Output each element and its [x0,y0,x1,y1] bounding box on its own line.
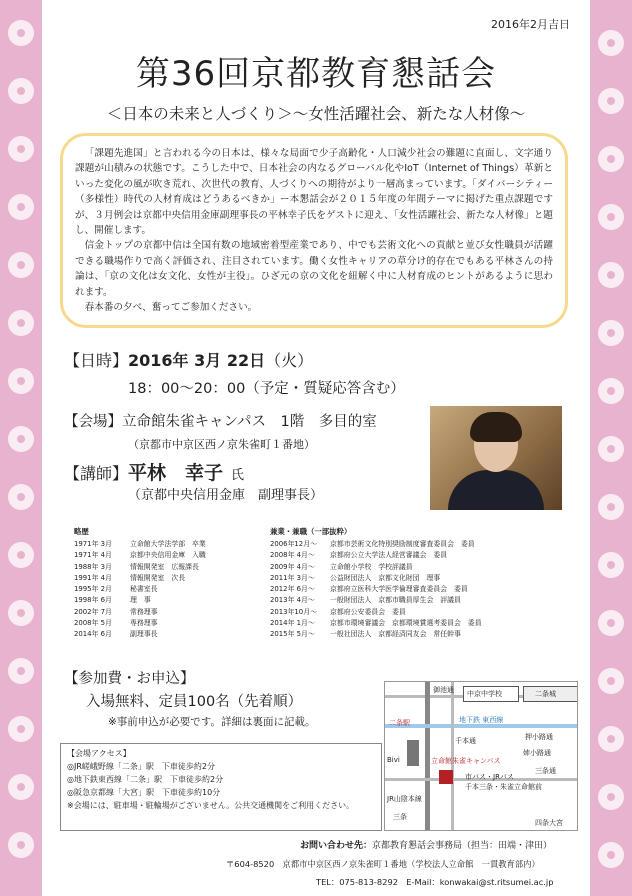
history-date: 2013年 4月～ [270,596,315,605]
history-date: 2013年10月～ [270,607,317,616]
campus-marker [439,770,453,784]
decor-flower [8,774,34,800]
venue-name: 立命館朱雀キャンパス 1階 多目的室 [122,414,377,430]
decor-flower [8,832,34,858]
history-row [270,584,482,595]
history-row [270,629,482,640]
decor-flower [8,426,34,452]
intro-box [60,133,568,328]
lecturer-affiliation: （京都中央信用金庫 副理事長） [128,488,324,503]
lecturer-name: 平林 幸子 [128,462,224,484]
page-subtitle: ＜日本の未来と人づくり＞～女性活躍社会、新たな人材像～ [106,105,526,123]
history-date: 2009年 4月～ [270,562,315,571]
history-row [270,539,482,550]
map-railway [425,682,430,830]
lecturer-photo [430,406,562,510]
venue-label: 【会場】 [64,414,122,430]
map-label: 三条 [393,813,407,821]
access-line: ◎地下鉄東西線「二条」駅 下車徒歩約2分 [67,775,224,784]
decor-flower [598,726,624,752]
fee-info: 入場無料、定員100名（先着順） [86,694,303,710]
issue-date: 2016年2月吉日 [491,18,570,31]
contact-tel-email: TEL：075-813-8292 E-Mail：konwakai@st.ritsumei.ac.jp [316,877,554,887]
contact-address: 〒604-8520 京都市中京区西ノ京朱雀町１番地（学校法人立命館 一貫教育部内） [226,859,540,869]
fee-note: ※事前申込が必要です。詳細は裏面に記載。 [108,716,316,728]
decor-flower [8,716,34,742]
map-label: 四条大宮 [535,819,563,827]
history-row [74,629,206,640]
history-date: 1971年 4月 [74,551,112,560]
access-line: ※会場には、駐車場・駐輪場がございません。公共交通機関をご利用ください。 [67,801,355,810]
decor-flower [598,784,624,810]
history-title: 略歴 [74,527,89,536]
history-entry: 京都中央信用金庫 入職 [130,551,206,560]
history-date: 2002年 7月 [74,607,112,616]
history-entry: 情報開発室 広報課長 [130,562,199,571]
decor-flower [598,146,624,172]
lecturer-honorific: 氏 [231,468,245,483]
map-label: 姉小路通 [523,749,551,757]
history-row [270,607,482,618]
contact-org: 京都教育懇話会事務局（担当：田端・津田） [372,841,553,851]
map-label: JR山陰本線 [387,795,422,803]
lecturer-label: 【講師】 [64,464,129,483]
fee-heading: 【参加費・お申込】 [64,671,195,687]
decor-flower [598,204,624,230]
contact-label: お問い合わせ先： [300,841,373,851]
history-entry: 立命館大学法学部 卒業 [130,540,206,548]
history-date: 2011年 3月～ [270,573,315,582]
history-entry: 京都府公安委員会 委員 [330,607,406,616]
decor-flower [8,252,34,278]
intro-paragraph-3: 春本番の夕べ、奮ってご参加ください。 [84,302,258,314]
history-date: 1988年 3月 [74,562,112,571]
decor-flower [8,368,34,394]
event-weekday: （火） [265,351,314,370]
history-date: 2008年 4月～ [270,551,315,560]
decor-flower [8,542,34,568]
posts-list [270,539,482,641]
decor-flower [8,310,34,336]
map-label: 地下鉄 東西線 [459,716,504,724]
history-date: 2015年 5月～ [270,630,315,639]
map-label: 押小路通 [525,733,553,741]
history-row [74,584,206,595]
history-date: 1971年 3月 [74,540,112,548]
page-title: 第36回京都教育懇話会 [135,54,497,94]
history-entry: 京都府公立大学法人経営審議会 委員 [330,551,448,560]
datetime-line [64,348,313,371]
venue-address: （京都市中京区西ノ京朱雀町１番地） [128,438,315,451]
decor-flower [8,20,34,46]
map-label: 立命館朱雀キャンパス [431,757,501,765]
history-row [270,618,482,629]
decor-flower [598,842,624,868]
decor-flower [598,668,624,694]
decor-flower [8,600,34,626]
history-date: 1998年 6月 [74,596,112,605]
history-entry: 理 事 [130,596,151,605]
history-row [74,550,206,561]
history-date: 1991年 4月 [74,573,112,582]
history-date: 1995年 2月 [74,585,112,594]
decor-flower [598,262,624,288]
posts-title: 兼業・兼職（一部抜粋） [270,527,352,536]
event-date: 2016年 3月 22日 [128,351,266,370]
decor-flower [598,378,624,404]
history-entry: 公益財団法人 京都文化財団 理事 [330,573,441,582]
access-title: 【会場アクセス】 [67,749,131,758]
lecturer-line [64,458,244,485]
history-entry: 情報開発室 次長 [130,573,186,582]
decor-flower [8,136,34,162]
map-label: 市バス・JRバス [465,773,514,781]
datetime-label: 【日時】 [64,351,129,370]
history-entry: 一般財団法人 京都市職員厚生会 評議員 [330,596,461,605]
history-entry: 京都府立医科大学医学倫理審査委員会 委員 [330,585,468,594]
history-row [74,618,206,629]
history-list [74,539,206,641]
history-entry: 専務理事 [130,619,158,628]
decor-flower [598,494,624,520]
event-time: 18：00～20：00（予定・質疑応答含む） [128,381,405,397]
history-row [270,573,482,584]
access-line: ◎阪急京都線「大宮」駅 下車徒歩約10分 [67,788,221,797]
decor-flower [8,658,34,684]
decor-flower [8,194,34,220]
access-map [384,681,578,831]
history-date: 2014年 1月～ [270,619,315,628]
history-date: 2008年 5月 [74,619,112,628]
history-entry: 常務理事 [130,607,158,616]
map-label: 中京中学校 [467,690,502,698]
history-entry: 秘書室長 [130,585,158,594]
access-box [60,743,382,831]
intro-paragraph-1: 「課題先進国」と言われる今の日本は、様々な局面で少子高齢化・人口減少社会の難題に直面し、文字通り課題が山積みの状態です。こうした中で、日本社会の内なるグローバル化やIoT（Internet of Things）革新といった変化の風が吹き荒れ、次世代の教育、人づくりへの期待がより一層高まっています。「ダイバーシティー（多様性）時代の人材育成はどうあるべきか」ー本懇話会が２０１５年度の年間テーマに掲げた重点課題ですが、３月例会は京都中央信用金庫副理事長の平林幸子氏をゲストに迎え、「女性活躍社会、新たな人材像」と題し、開催します。 [75,148,553,237]
history-row [270,562,482,573]
history-row [74,539,206,550]
history-date: 2012年 6月～ [270,585,315,594]
venue-line [64,410,377,431]
decor-flower [8,484,34,510]
history-date: 2006年12月～ [270,540,317,548]
history-row [74,562,206,573]
decor-flower [598,552,624,578]
access-line: ◎JR嵯峨野線「二条」駅 下車徒歩約2分 [67,762,215,771]
intro-paragraph-2: 信金トップの京都中信は全国有数の地域密着型産業であり、中でも芸術文化への貢献と並び女性職員が活躍できる職場作りで高く評価され、注目されています。働く女性キャリアの草分け的存在でもある平林さんの持論は、「京の文化は女文化、女性が主役」。ひざ元の京の文化を紐解く中に人材育成のヒントがあるように思われます。 [75,240,553,298]
history-date: 2014年 6月 [74,630,112,639]
history-row [74,573,206,584]
history-row [74,607,206,618]
map-label: 二条城 [535,690,556,698]
map-label: 千本三条・朱雀立命館前 [465,783,542,791]
map-station-box [407,740,419,766]
map-label: 千本通 [455,737,476,745]
history-entry: 京都市環境審議会 京都環境賞選考委員会 委員 [330,619,482,628]
map-label: 御池通 [433,686,454,694]
history-row [74,595,206,606]
history-entry: 立命館小学校 学校評議員 [330,562,413,571]
history-row [270,595,482,606]
map-label: 三条通 [535,767,556,775]
history-entry: 副理事長 [130,630,158,639]
history-row [270,550,482,561]
contact-line [300,838,552,851]
decor-flower [598,320,624,346]
history-entry: 一般社団法人 京都経済同友会 常任幹事 [330,630,461,639]
map-label: Bivi [387,756,400,764]
history-entry: 京都市芸術文化特別奨励制度審査委員会 委員 [330,540,475,548]
decor-flower [598,610,624,636]
decor-flower [598,436,624,462]
map-label: 二条駅 [389,719,410,727]
